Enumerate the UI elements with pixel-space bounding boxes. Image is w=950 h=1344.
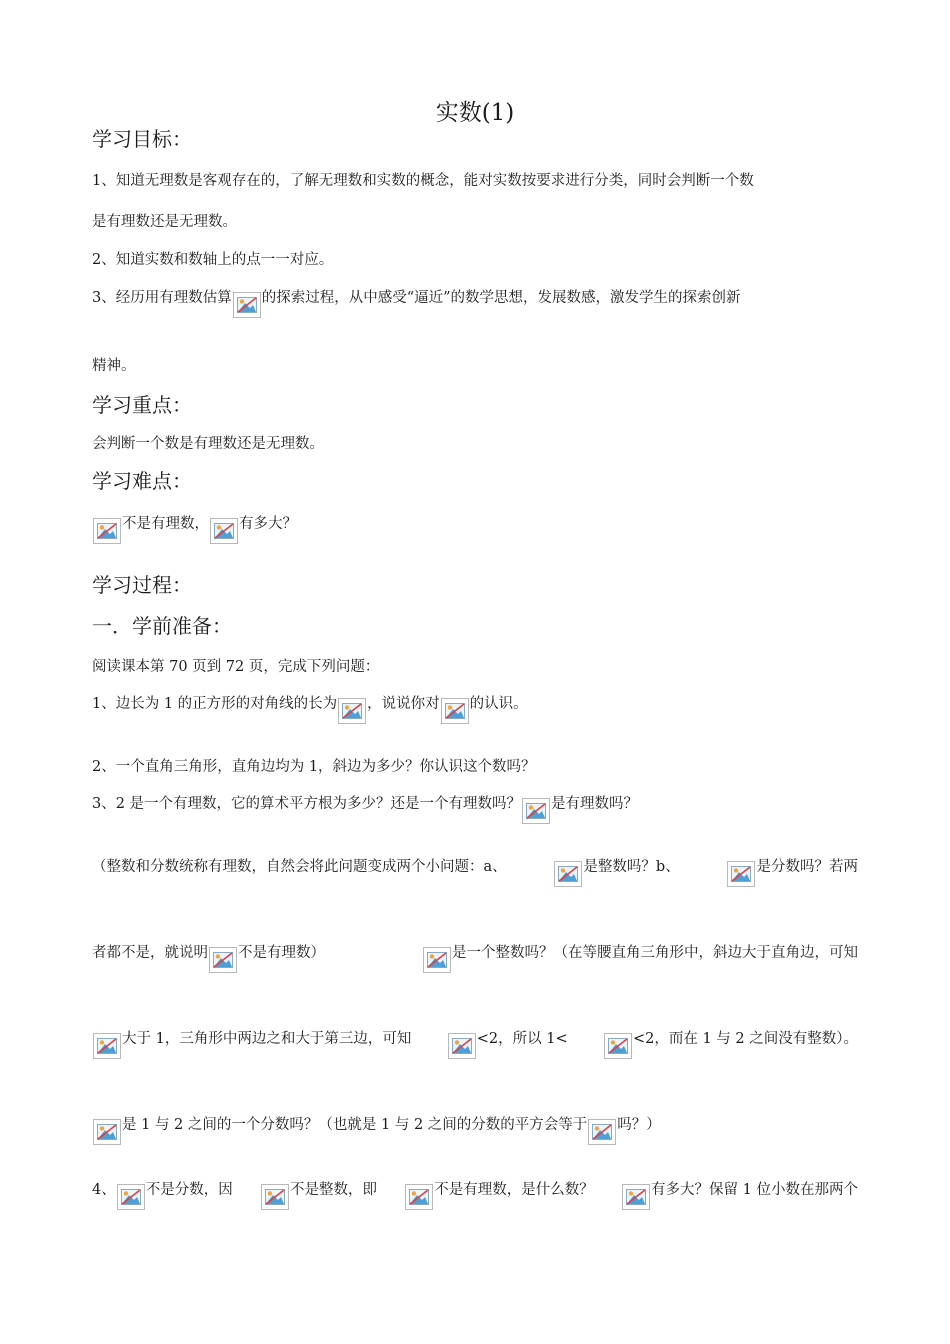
broken-image-icon (117, 1184, 145, 1210)
question-1-text-b: ，说说你对 (367, 696, 440, 712)
explanation-line-1 (92, 857, 858, 887)
goal-2: 2、知道实数和数轴上的点一一对应。 (92, 252, 334, 268)
broken-image-icon (261, 1184, 289, 1210)
explanation-3-text-a: 大于 1，三角形中两边之和大于第三边，可知 (122, 1031, 412, 1047)
heading-process: 学习过程： (92, 573, 192, 597)
broken-image-icon (423, 947, 451, 973)
reading-instruction: 阅读课本第 70 页到 72 页，完成下列问题： (92, 659, 380, 675)
goal-1-line-1: 1、知道无理数是客观存在的，了解无理数和实数的概念，能对实数按要求进行分类，同时会判断一个数 (92, 173, 754, 189)
broken-image-icon (93, 518, 121, 544)
question-4-text-c: 不是有理数，是什么数？ (434, 1182, 594, 1198)
explanation-line-3 (92, 1029, 858, 1059)
broken-image-icon (405, 1184, 433, 1210)
broken-image-icon (338, 698, 366, 724)
explanation-4-text-a: 是 1 与 2 之间的一个分数吗？（也就是 1 与 2 之间的分数的平方会等于 (122, 1117, 588, 1133)
explanation-line-2 (92, 943, 858, 973)
broken-image-icon (441, 698, 469, 724)
explanation-2-text-a: 者都不是，就说明 (92, 945, 208, 961)
question-2: 2、一个直角三角形，直角边均为 1，斜边为多少？你认识这个数吗？ (92, 759, 536, 775)
broken-image-icon (727, 861, 755, 887)
question-4-number: 4、 (92, 1182, 116, 1198)
goal-3-line-2: 精神。 (92, 358, 136, 374)
question-4 (92, 1180, 858, 1210)
broken-image-icon (93, 1119, 121, 1145)
explanation-4-text-b: 吗？） (617, 1117, 661, 1133)
question-4-text-d: 有多大？保留 1 位小数在那两个 (651, 1182, 858, 1198)
broken-image-icon (93, 1033, 121, 1059)
broken-image-icon (554, 861, 582, 887)
broken-image-icon (522, 798, 550, 824)
broken-image-icon (209, 947, 237, 973)
broken-image-icon (448, 1033, 476, 1059)
broken-image-icon (588, 1119, 616, 1145)
broken-image-icon (233, 292, 261, 318)
broken-image-icon (604, 1033, 632, 1059)
question-4-text-a: 不是分数，因 (145, 1182, 233, 1198)
explanation-2-text-b: 不是有理数） (238, 945, 325, 961)
heading-key-point: 学习重点： (92, 393, 192, 417)
question-3 (92, 794, 858, 824)
difficulty-text-a: 不是有理数， (122, 516, 209, 532)
explanation-1-text-b: 是整数吗？b、 (583, 859, 680, 875)
explanation-1-text-c: 是分数吗？若两 (756, 859, 858, 875)
question-3-text-b: 是有理数吗？ (551, 796, 639, 812)
goal-3-line-1 (92, 288, 858, 318)
page-title: 实数(1) (435, 100, 515, 126)
explanation-line-4 (92, 1115, 858, 1145)
heading-preparation: 一．学前准备： (92, 614, 232, 638)
goal-3-text-a: 3、经历用有理数估算 (92, 290, 232, 306)
key-point-text: 会判断一个数是有理数还是无理数。 (92, 436, 324, 452)
broken-image-icon (622, 1184, 650, 1210)
explanation-1-text-a: （整数和分数统称有理数，自然会将此问题变成两个小问题：a、 (92, 859, 507, 875)
explanation-3-text-b: <2，所以 1< (476, 1031, 568, 1047)
goal-3-text-b: 的探索过程，从中感受“逼近”的数学思想，发展数感，激发学生的探索创新 (261, 290, 741, 306)
explanation-3-text-c: <2，而在 1 与 2 之间没有整数）。 (632, 1031, 858, 1047)
question-1-text-a: 1、边长为 1 的正方形的对角线的长为 (92, 696, 338, 712)
goal-1-line-2: 是有理数还是无理数。 (92, 214, 237, 230)
difficulty-text (92, 514, 858, 544)
broken-image-icon (210, 518, 238, 544)
question-1-text-c: 的认识。 (469, 696, 528, 712)
heading-difficulty: 学习难点： (92, 469, 192, 493)
heading-goals: 学习目标： (92, 127, 192, 151)
question-4-text-b: 不是整数，即 (290, 1182, 377, 1198)
question-1 (92, 694, 858, 724)
explanation-2-text-c: 是一个整数吗？（在等腰直角三角形中，斜边大于直角边，可知 (452, 945, 858, 961)
question-3-text-a: 3、2 是一个有理数，它的算术平方根为多少？还是一个有理数吗？ (92, 796, 522, 812)
difficulty-text-b: 有多大？ (239, 516, 297, 532)
